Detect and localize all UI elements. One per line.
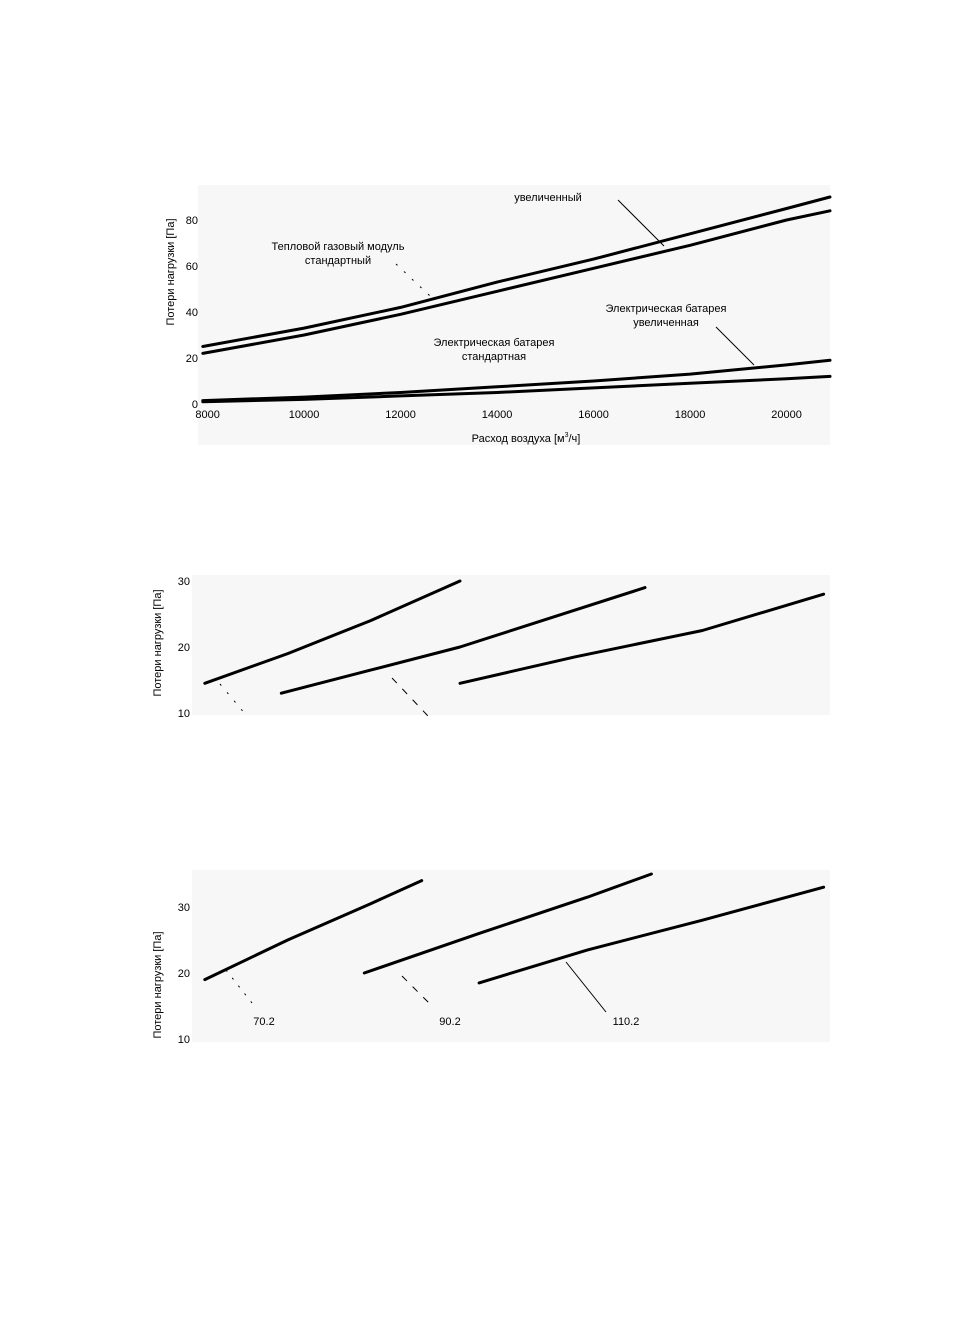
chart-1-y-tick-labels	[186, 215, 198, 411]
chart-3-y-tick-labels	[178, 902, 190, 1046]
chart-1-x-tick-label: 18000	[674, 409, 706, 421]
chart-2-y-tick-label: 30	[177, 576, 190, 588]
chart-3-y-tick-label: 20	[177, 968, 190, 980]
chart-1-annotation-battery-standard-1: Электрическая батарея	[433, 337, 555, 349]
chart-1-x-tick-label: 14000	[481, 409, 513, 421]
chart-3-y-tick-label: 30	[177, 902, 190, 914]
chart-1-annotation-battery-enlarged-1: Электрическая батарея	[605, 303, 727, 315]
chart-1-x-tick-label: 8000	[195, 409, 220, 421]
chart-1-y-tick-label: 60	[185, 261, 198, 273]
chart-2-y-axis-label: Потери нагрузки [Па]	[152, 589, 164, 697]
chart-1-annotation-gas-module: Тепловой газовый модуль	[271, 241, 405, 253]
chart-1-annotation-standartny: стандартный	[304, 255, 372, 267]
chart-1-y-tick-label: 40	[185, 307, 198, 319]
chart-3-y-tick-label: 10	[177, 1034, 190, 1046]
chart-1-y-tick-label: 80	[185, 215, 198, 227]
chart-3-label-90: 90.2	[439, 1016, 461, 1028]
chart-1-annotation-battery-enlarged-2: увеличенная	[633, 317, 699, 329]
chart-2-y-tick-label: 10	[177, 708, 190, 720]
chart-1-x-tick-label: 12000	[385, 409, 416, 421]
chart-1-x-tick-label: 10000	[288, 409, 320, 421]
chart-2-y-tick-label: 20	[177, 642, 190, 654]
chart-2	[152, 575, 830, 720]
chart-1-y-tick-label: 0	[191, 399, 198, 411]
chart-1-x-axis-label: Расход воздуха $[м^3/ч]$	[471, 432, 581, 445]
chart-2-y-tick-labels	[178, 576, 190, 720]
chart-1-x-tick-label: 16000	[578, 409, 609, 421]
chart-2-plot-area	[192, 575, 830, 715]
chart-3-plot-area	[192, 870, 830, 1042]
chart-3-label-70: 70.2	[253, 1016, 275, 1028]
chart-3-y-axis-label: Потери нагрузки [Па]	[152, 931, 164, 1039]
chart-1-x-tick-label: 20000	[771, 409, 802, 421]
chart-1-y-axis-label: Потери нагрузки [Па]	[165, 218, 177, 326]
chart-1-plot-area	[198, 185, 830, 445]
chart-1-annotation-uvelichenny: увеличенный	[514, 192, 582, 204]
chart-1-y-tick-label: 20	[185, 353, 198, 365]
chart-3	[152, 870, 830, 1046]
chart-1	[165, 185, 830, 445]
chart-1-annotation-battery-standard-2: стандартная	[461, 351, 527, 363]
chart-3-label-110: 110.2	[612, 1016, 640, 1028]
